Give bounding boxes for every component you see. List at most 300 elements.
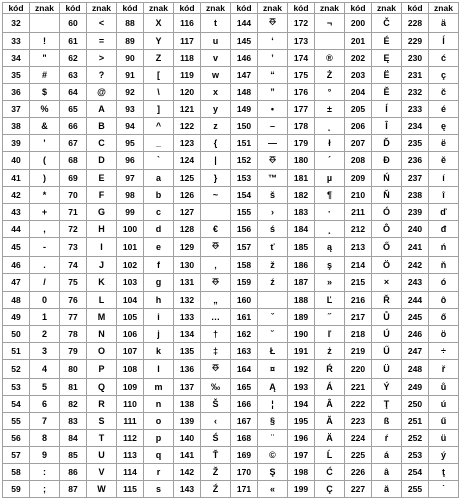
code-cell: 116	[174, 14, 201, 33]
char-cell: "	[30, 49, 60, 66]
code-cell: 138	[174, 395, 201, 412]
code-cell: 68	[60, 151, 87, 170]
code-cell: 157	[231, 238, 258, 257]
column-header-char: znak	[30, 3, 60, 14]
column-header-code: kód	[231, 3, 258, 14]
code-cell: 209	[345, 170, 372, 187]
code-cell: 207	[345, 134, 372, 151]
column-header-code: kód	[60, 3, 87, 14]
char-cell: ä	[429, 14, 459, 33]
char-cell: 8	[30, 429, 60, 446]
table-row	[3, 49, 459, 66]
code-cell: 252	[402, 429, 429, 446]
char-cell: [	[144, 66, 174, 83]
code-cell: 63	[60, 66, 87, 83]
code-cell: 195	[288, 412, 315, 429]
char-cell: ˛	[315, 117, 345, 134]
code-cell: 246	[402, 326, 429, 343]
code-cell: 121	[174, 100, 201, 117]
char-cell: 6	[30, 395, 60, 412]
char-cell: ˘	[258, 326, 288, 343]
code-cell: 167	[231, 412, 258, 429]
char-cell: M	[87, 309, 117, 326]
char-cell: k	[144, 343, 174, 360]
table-row	[3, 378, 459, 395]
table-row	[3, 360, 459, 379]
code-cell: 136	[174, 360, 201, 379]
char-cell: ę	[429, 117, 459, 134]
char-cell: 2	[30, 326, 60, 343]
char-cell: Â	[315, 395, 345, 412]
code-cell: 154	[231, 187, 258, 204]
char-cell: Ö	[372, 256, 402, 273]
code-cell: 39	[3, 134, 30, 151]
char-cell: ’	[258, 49, 288, 66]
code-cell: 56	[3, 429, 30, 446]
table-row	[3, 273, 459, 292]
char-cell: ç	[429, 66, 459, 83]
char-cell: o	[144, 412, 174, 429]
code-cell: 221	[345, 378, 372, 395]
char-cell: ë	[429, 134, 459, 151]
char-cell: ‘	[258, 32, 288, 49]
char-cell: #	[30, 66, 60, 83]
code-cell: 153	[231, 170, 258, 187]
char-cell: q	[144, 446, 174, 463]
char-cell: ˙	[429, 480, 459, 497]
code-cell: 180	[288, 151, 315, 170]
code-cell: 244	[402, 292, 429, 309]
code-cell: 186	[288, 256, 315, 273]
char-cell: p	[144, 429, 174, 446]
table-row	[3, 32, 459, 49]
code-cell: 210	[345, 187, 372, 204]
code-cell: 228	[402, 14, 429, 33]
code-cell: 166	[231, 395, 258, 412]
code-cell: 190	[288, 326, 315, 343]
code-cell: 89	[117, 32, 144, 49]
char-cell: Í	[372, 100, 402, 117]
char-cell: ‰	[201, 378, 231, 395]
code-cell: 41	[3, 170, 30, 187]
char-cell: n	[144, 395, 174, 412]
code-cell: 240	[402, 221, 429, 238]
char-cell: ‚	[201, 256, 231, 273]
char-cell: $	[30, 83, 60, 100]
char-cell: N	[87, 326, 117, 343]
table-row	[3, 187, 459, 204]
char-cell: «	[258, 480, 288, 497]
char-cell: h	[144, 292, 174, 309]
char-cell: ”	[258, 83, 288, 100]
code-cell: 206	[345, 117, 372, 134]
code-cell: 181	[288, 170, 315, 187]
char-cell: D	[87, 151, 117, 170]
code-cell: 74	[60, 256, 87, 273]
char-cell: Ó	[372, 204, 402, 221]
char-cell: ~	[201, 187, 231, 204]
char-cell: E	[87, 170, 117, 187]
code-cell: 131	[174, 273, 201, 292]
table-row	[3, 14, 459, 33]
char-cell: Ś	[201, 429, 231, 446]
char-cell: Î	[372, 117, 402, 134]
char-cell: P	[87, 360, 117, 379]
code-cell: 129	[174, 238, 201, 257]
char-cell: Ź	[201, 480, 231, 497]
code-cell: 196	[288, 429, 315, 446]
char-cell	[315, 32, 345, 49]
char-cell: t	[201, 14, 231, 33]
char-cell: A	[87, 100, 117, 117]
code-cell: 193	[288, 378, 315, 395]
char-cell: Đ	[372, 151, 402, 170]
code-cell: 220	[345, 360, 372, 379]
code-cell: 171	[231, 480, 258, 497]
char-cell: T	[87, 429, 117, 446]
code-cell: 241	[402, 238, 429, 257]
code-cell: 187	[288, 273, 315, 292]
code-cell: 183	[288, 204, 315, 221]
code-cell: 168	[231, 429, 258, 446]
code-cell: 174	[288, 49, 315, 66]
char-cell: …	[201, 309, 231, 326]
code-cell: 223	[345, 412, 372, 429]
char-cell: 9	[30, 446, 60, 463]
char-cell: 7	[30, 412, 60, 429]
char-cell: i	[144, 309, 174, 326]
code-cell: 84	[60, 429, 87, 446]
code-cell: 245	[402, 309, 429, 326]
code-cell: 173	[288, 32, 315, 49]
char-cell: Q	[87, 378, 117, 395]
code-cell: 232	[402, 83, 429, 100]
char-cell: „	[201, 292, 231, 309]
code-cell: 211	[345, 204, 372, 221]
code-cell: 177	[288, 100, 315, 117]
char-cell: Ĺ	[315, 446, 345, 463]
code-cell: 230	[402, 49, 429, 66]
char-cell: L	[87, 292, 117, 309]
code-cell: 182	[288, 187, 315, 204]
char-cell: ⎑	[201, 238, 231, 257]
code-cell: 179	[288, 134, 315, 151]
code-cell: 118	[174, 49, 201, 66]
code-cell: 201	[345, 32, 372, 49]
char-cell: €	[201, 221, 231, 238]
char-cell: )	[30, 170, 60, 187]
char-cell: ^	[144, 117, 174, 134]
code-cell: 160	[231, 292, 258, 309]
column-header-code: kód	[3, 3, 30, 14]
char-cell: ň	[429, 256, 459, 273]
table-row	[3, 343, 459, 360]
code-cell: 132	[174, 292, 201, 309]
char-cell: ¨	[258, 429, 288, 446]
code-cell: 172	[288, 14, 315, 33]
char-cell: »	[315, 273, 345, 292]
code-cell: 69	[60, 170, 87, 187]
char-cell: ß	[372, 412, 402, 429]
column-header-char: znak	[315, 3, 345, 14]
code-cell: 165	[231, 378, 258, 395]
code-cell: 113	[117, 446, 144, 463]
code-cell: 152	[231, 151, 258, 170]
code-cell: 161	[231, 309, 258, 326]
code-cell: 54	[3, 395, 30, 412]
char-cell: ł	[315, 134, 345, 151]
char-cell: ‡	[201, 343, 231, 360]
code-cell: 114	[117, 463, 144, 480]
code-cell: 124	[174, 151, 201, 170]
char-cell: x	[201, 83, 231, 100]
char-cell: @	[87, 83, 117, 100]
code-cell: 243	[402, 273, 429, 292]
table-row	[3, 309, 459, 326]
code-cell: 66	[60, 117, 87, 134]
column-header-code: kód	[402, 3, 429, 14]
char-cell: 3	[30, 343, 60, 360]
char-cell: 5	[30, 378, 60, 395]
char-cell: µ	[315, 170, 345, 187]
code-cell: 58	[3, 463, 30, 480]
column-header-char: znak	[144, 3, 174, 14]
char-cell: ě	[429, 151, 459, 170]
char-cell: Ú	[372, 326, 402, 343]
table-row	[3, 256, 459, 273]
code-cell: 91	[117, 66, 144, 83]
table-row	[3, 429, 459, 446]
char-cell: Ż	[315, 66, 345, 83]
char-cell: ˝	[315, 309, 345, 326]
char-cell: Č	[372, 14, 402, 33]
code-cell: 127	[174, 204, 201, 221]
code-cell: 51	[3, 343, 30, 360]
code-cell: 90	[117, 49, 144, 66]
code-cell: 120	[174, 83, 201, 100]
char-cell: j	[144, 326, 174, 343]
char-cell: ď	[429, 204, 459, 221]
code-cell: 146	[231, 49, 258, 66]
column-header-code: kód	[288, 3, 315, 14]
code-cell: 238	[402, 187, 429, 204]
table-row	[3, 100, 459, 117]
code-cell: 105	[117, 309, 144, 326]
code-cell: 231	[402, 66, 429, 83]
table-row	[3, 151, 459, 170]
code-cell: 48	[3, 292, 30, 309]
char-cell: ?	[87, 66, 117, 83]
char-cell: ź	[258, 273, 288, 292]
code-cell: 226	[345, 463, 372, 480]
code-cell: 213	[345, 238, 372, 257]
code-cell: 78	[60, 326, 87, 343]
char-cell: ¦	[258, 395, 288, 412]
char-cell: *	[30, 187, 60, 204]
code-cell: 188	[288, 292, 315, 309]
char-cell: }	[201, 170, 231, 187]
code-cell: 49	[3, 309, 30, 326]
char-cell: Ť	[201, 446, 231, 463]
char-cell: “	[258, 66, 288, 83]
code-cell: 222	[345, 395, 372, 412]
code-cell: 234	[402, 117, 429, 134]
table-row	[3, 66, 459, 83]
char-cell: Ď	[372, 134, 402, 151]
code-cell: 199	[288, 480, 315, 497]
char-cell: (	[30, 151, 60, 170]
code-cell: 151	[231, 134, 258, 151]
char-cell: %	[30, 100, 60, 117]
column-header-char: znak	[201, 3, 231, 14]
char-cell: á	[372, 446, 402, 463]
char-cell: :	[30, 463, 60, 480]
code-cell: 62	[60, 49, 87, 66]
char-cell: ⎑	[258, 151, 288, 170]
column-header-code: kód	[345, 3, 372, 14]
code-cell: 216	[345, 292, 372, 309]
char-cell: m	[144, 378, 174, 395]
column-header-char: znak	[258, 3, 288, 14]
code-cell: 212	[345, 221, 372, 238]
code-cell: 134	[174, 326, 201, 343]
code-cell: 236	[402, 151, 429, 170]
char-cell: ´	[315, 151, 345, 170]
table-row	[3, 204, 459, 221]
char-cell: Š	[201, 395, 231, 412]
code-cell: 137	[174, 378, 201, 395]
char-cell: b	[144, 187, 174, 204]
code-cell: 144	[231, 14, 258, 33]
char-cell: é	[429, 100, 459, 117]
code-cell: 117	[174, 32, 201, 49]
char-cell: J	[87, 256, 117, 273]
char-cell: č	[429, 83, 459, 100]
code-cell: 57	[3, 446, 30, 463]
char-cell: ž	[258, 256, 288, 273]
char-cell: ć	[429, 49, 459, 66]
code-cell: 94	[117, 117, 144, 134]
char-cell: S	[87, 412, 117, 429]
char-cell: ™	[258, 170, 288, 187]
char-cell: ó	[429, 273, 459, 292]
char-cell: V	[87, 463, 117, 480]
code-cell: 52	[3, 360, 30, 379]
code-cell: 67	[60, 134, 87, 151]
code-cell: 86	[60, 463, 87, 480]
table-row	[3, 238, 459, 257]
char-cell: –	[258, 117, 288, 134]
code-cell: 87	[60, 480, 87, 497]
char-cell: =	[87, 32, 117, 49]
code-cell: 254	[402, 463, 429, 480]
code-cell: 229	[402, 32, 429, 49]
code-cell: 92	[117, 83, 144, 100]
code-cell: 176	[288, 83, 315, 100]
code-cell: 143	[174, 480, 201, 497]
char-cell: Ű	[372, 343, 402, 360]
code-cell: 255	[402, 480, 429, 497]
code-cell: 76	[60, 292, 87, 309]
char-cell: l	[144, 360, 174, 379]
char-cell: â	[372, 463, 402, 480]
code-cell: 98	[117, 187, 144, 204]
char-cell: Ň	[372, 187, 402, 204]
code-cell: 71	[60, 204, 87, 221]
code-cell: 162	[231, 326, 258, 343]
code-cell: 55	[3, 412, 30, 429]
code-cell: 140	[174, 429, 201, 446]
code-cell: 225	[345, 446, 372, 463]
char-cell: >	[87, 49, 117, 66]
code-cell: 44	[3, 221, 30, 238]
char-cell: I	[87, 238, 117, 257]
char-cell: Ç	[315, 480, 345, 497]
char-cell: ˇ	[258, 309, 288, 326]
char-cell: ú	[429, 395, 459, 412]
code-cell: 123	[174, 134, 201, 151]
code-cell: 235	[402, 134, 429, 151]
table-row	[3, 480, 459, 497]
code-cell: 81	[60, 378, 87, 395]
char-cell: ⎑	[258, 14, 288, 33]
char-cell: Ř	[372, 292, 402, 309]
char-cell: s	[144, 480, 174, 497]
table-row	[3, 463, 459, 480]
code-cell: 208	[345, 151, 372, 170]
char-cell: ü	[429, 429, 459, 446]
table-row	[3, 221, 459, 238]
char-cell: †	[201, 326, 231, 343]
char-cell: '	[30, 134, 60, 151]
char-cell: ·	[315, 204, 345, 221]
code-cell: 102	[117, 256, 144, 273]
code-cell: 147	[231, 66, 258, 83]
code-cell: 75	[60, 273, 87, 292]
char-cell	[201, 204, 231, 221]
table-header-row	[3, 3, 459, 14]
table-body	[3, 14, 459, 498]
code-cell: 108	[117, 360, 144, 379]
column-header-code: kód	[117, 3, 144, 14]
table-row	[3, 117, 459, 134]
code-cell: 83	[60, 412, 87, 429]
code-cell: 73	[60, 238, 87, 257]
char-cell: Z	[144, 49, 174, 66]
code-cell: 65	[60, 100, 87, 117]
char-cell: Á	[315, 378, 345, 395]
code-cell: 133	[174, 309, 201, 326]
char-cell: ±	[315, 100, 345, 117]
char-cell: ă	[372, 480, 402, 497]
code-cell: 36	[3, 83, 30, 100]
code-cell: 109	[117, 378, 144, 395]
char-cell: G	[87, 204, 117, 221]
code-cell: 148	[231, 83, 258, 100]
char-cell: ×	[372, 273, 402, 292]
char-cell: °	[315, 83, 345, 100]
char-cell: —	[258, 134, 288, 151]
code-cell: 35	[3, 66, 30, 83]
code-cell: 77	[60, 309, 87, 326]
char-cell: ţ	[429, 463, 459, 480]
code-cell: 239	[402, 204, 429, 221]
char-cell: Ž	[201, 463, 231, 480]
char-cell: ř	[429, 360, 459, 379]
code-cell: 233	[402, 100, 429, 117]
char-cell: .	[30, 256, 60, 273]
table-row	[3, 446, 459, 463]
